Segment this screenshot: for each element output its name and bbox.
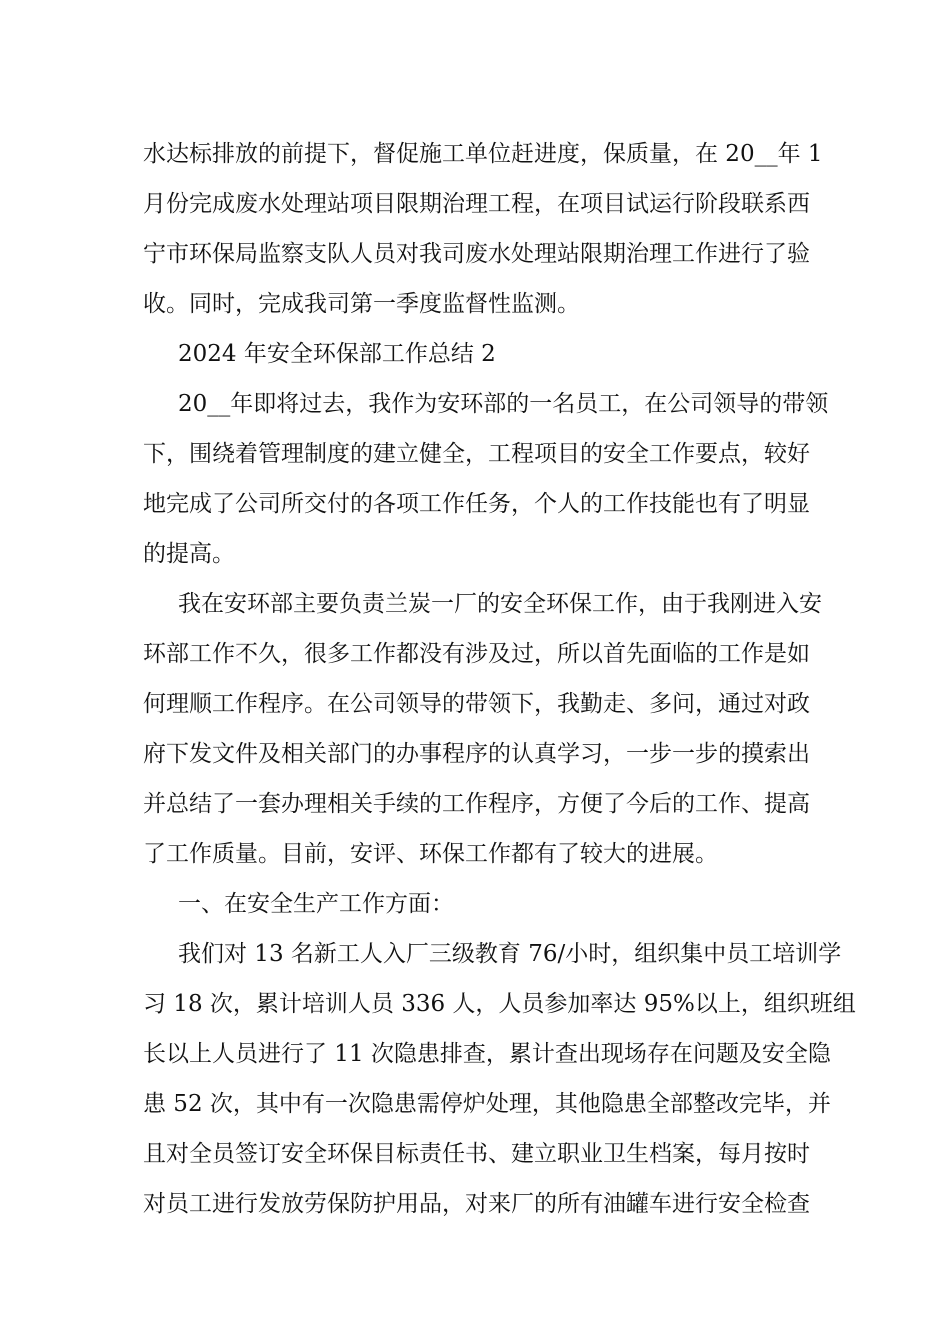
paragraph — [143, 579, 822, 879]
paragraph — [143, 379, 829, 579]
text-line: 何理顺工作程序。在公司领导的带领下，我勤走、多问，通过对政 — [143, 691, 810, 717]
text-line: 且对全员签订安全环保目标责任书、建立职业卫生档案，每月按时 — [143, 1141, 810, 1167]
paragraph — [143, 129, 823, 329]
text-line: 并总结了一套办理相关手续的工作程序，方便了今后的工作、提高 — [143, 791, 810, 817]
paragraph — [143, 329, 808, 379]
text-line: 20__年即将过去，我作为安环部的一名员工，在公司领导的带领 — [178, 391, 829, 417]
text-line: 水达标排放的前提下，督促施工单位赶进度，保质量，在 20__年 1 — [143, 141, 823, 167]
text-line: 地完成了公司所交付的各项工作任务，个人的工作技能也有了明显 — [143, 491, 810, 517]
text-line: 对员工进行发放劳保防护用品，对来厂的所有油罐车进行安全检查 — [143, 1191, 810, 1217]
text-line: 月份完成废水处理站项目限期治理工程，在项目试运行阶段联系西 — [143, 191, 810, 217]
text-line: 收。同时，完成我司第一季度监督性监测。 — [143, 291, 580, 317]
text-line: 环部工作不久，很多工作都没有涉及过，所以首先面临的工作是如 — [143, 641, 810, 667]
text-line: 府下发文件及相关部门的办事程序的认真学习，一步一步的摸索出 — [143, 741, 810, 767]
text-line: 2024 年安全环保部工作总结 2 — [178, 341, 496, 367]
document-body — [143, 129, 856, 1229]
paragraph — [143, 879, 808, 929]
text-line: 了工作质量。目前，安评、环保工作都有了较大的进展。 — [143, 841, 718, 867]
paragraph — [143, 929, 856, 1229]
text-line: 宁市环保局监察支队人员对我司废水处理站限期治理工作进行了验 — [143, 241, 810, 267]
text-line: 下，围绕着管理制度的建立健全，工程项目的安全工作要点，较好 — [143, 441, 810, 467]
text-line: 习 18 次，累计培训人员 336 人，人员参加率达 95%以上，组织班组 — [143, 991, 856, 1017]
text-line: 我们对 13 名新工人入厂三级教育 76/小时，组织集中员工培训学 — [178, 941, 842, 967]
text-line: 长以上人员进行了 11 次隐患排查，累计查出现场存在问题及安全隐 — [143, 1041, 831, 1067]
text-line: 患 52 次，其中有一次隐患需停炉处理，其他隐患全部整改完毕，并 — [143, 1091, 831, 1117]
text-line: 的提高。 — [143, 541, 235, 567]
text-line: 一、在安全生产工作方面： — [178, 891, 454, 917]
text-line: 我在安环部主要负责兰炭一厂的安全环保工作，由于我刚进入安 — [178, 591, 822, 617]
